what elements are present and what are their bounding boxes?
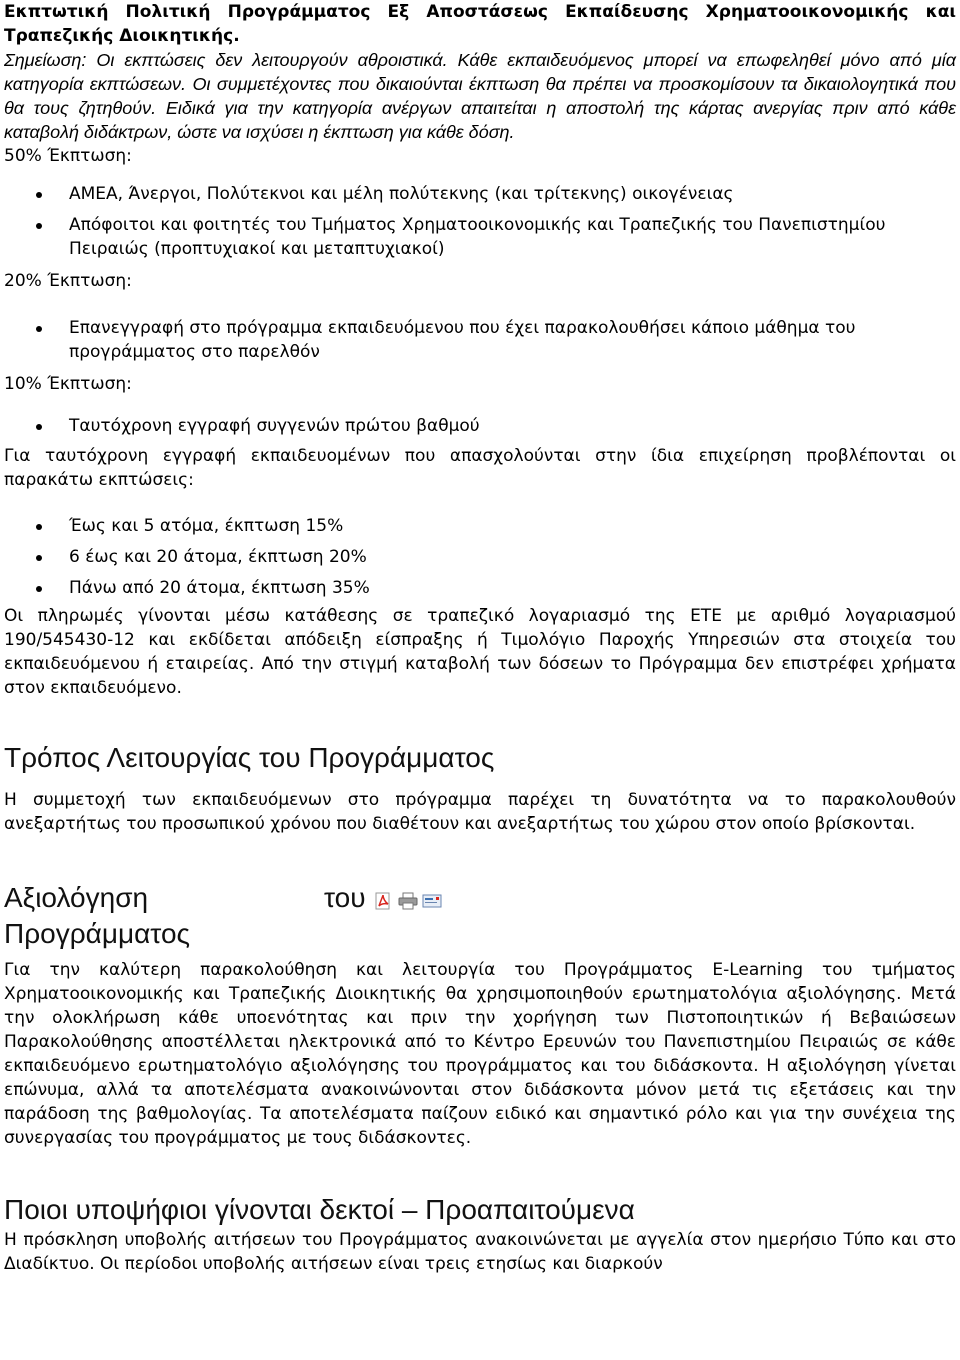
operation-heading: Τρόπος Λειτουργίας του Προγράμματος [4, 742, 495, 773]
tier-label: 10% Έκπτωση: [4, 374, 132, 394]
candidates-heading: Ποιοι υποψήφιοι γίνονται δεκτοί – Προαπαιτούμενα [4, 1194, 635, 1225]
tier-list [4, 316, 956, 364]
tier-label: 20% Έκπτωση: [4, 271, 132, 291]
list-item: Έως και 5 ατόμα, έκπτωση 15% [69, 514, 956, 538]
discount-note: Σημείωση: Οι εκπτώσεις δεν λειτουργούν αθροιστικά. Κάθε εκπαιδευόμενος μπορεί να επωφεληθεί μόνο από μία κατηγορία εκπτώσεων. Οι συμμετέχοντες που δικαιούνται έκπτωση θα πρέπει να προσκομίσουν τα δικαιολογητικά που θα τους ζητηθούν. Ειδικά για την κατηγορία ανέργων απαιτείται η αποστολή της κάρτας ανεργίας πριν από κάθε καταβολή διδάκτρων, ώστε να ισχύσει η έκπτωση για κάθε δόση. [4, 50, 956, 142]
list-item: 6 έως και 20 άτομα, έκπτωση 20% [69, 545, 956, 569]
candidates-paragraph: Η πρόσκληση υποβολής αιτήσεων του Προγράμματος ανακοινώνεται με αγγελία στον ημερήσιο Τύπο και στο Διαδίκτυο. Οι περίοδοι υποβολής αιτήσεων είναι τρεις ετησίως και διαρκούν [4, 1230, 956, 1274]
group-discount-list [4, 514, 956, 600]
document-actions [374, 892, 440, 908]
email-icon[interactable] [422, 892, 440, 908]
discount-tier-10 [4, 372, 956, 438]
list-item: ΑΜΕΑ, Άνεργοι, Πολύτεκνοι και μέλη πολύτεκνης (και τρίτεκνης) οικογένειας [69, 182, 956, 206]
group-discount-intro: Για ταυτόχρονη εγγραφή εκπαιδευομένων που απασχολούνται στην ίδια επιχείρηση προβλέπονται οι παρακάτω εκπτώσεις: [4, 446, 956, 490]
payment-paragraph: Οι πληρωμές γίνονται μέσω κατάθεσης σε τραπεζικό λογαριασμό της ΕΤΕ με αριθμό λογαριασμού 190/545430-12 και εκδίδεται απόδειξη είσπραξης ή Τιμολόγιο Παροχής Υπηρεσιών στα στοιχεία του εκπαιδευόμενου ή εταιρείας. Από την στιγμή καταβολή των δόσεων το Πρόγραμμα δεν επιστρέφει χρήματα στον εκπαιδευόμενο. [4, 606, 956, 698]
evaluation-heading [4, 880, 956, 952]
print-icon[interactable] [398, 892, 416, 908]
discount-tier-20 [4, 269, 956, 364]
tier-list [4, 414, 956, 438]
evaluation-paragraph: Για την καλύτερη παρακολούθηση και λειτουργία του Προγράμματος E-Learning του τμήματος Χρηματοοικονομικής και Τραπεζικής Διοικητικής θα χρησιμοποιηθούν ερωτηματολόγια αξιολόγησης. Μετά την ολοκλήρωση κάθε υποενότητας και πριν την χορήγηση των Πιστοποιητικών ή Βεβαιώσεων Παρακολούθησης αποστέλλεται ηλεκτρονικά από το Κέντρο Ερευνών του Πανεπιστημίου Πειραιώς σε κάθε εκπαιδευόμενο ερωτηματολόγιο αξιολόγησης του προγράμματος και του διδάσκοντα. Η αξιολόγηση γίνεται επώνυμα, αλλά τα αποτελέσματα ανακοινώνονται στον διδάσκοντα μόνον μετά τις εξετάσεις και την παράδοση της βαθμολογίας. Τα αποτελέσματα παίζουν ειδικό και σημαντικό ρόλο και για την συνέχεια της συνεργασίας του προγράμματος με τους διδάσκοντες. [4, 960, 956, 1148]
list-item: Ταυτόχρονη εγγραφή συγγενών πρώτου βαθμού [69, 414, 956, 438]
evaluation-heading-text: Αξιολόγηση Προγράμματος [4, 882, 191, 949]
bullet-icon [36, 424, 42, 430]
bullet-icon [36, 192, 42, 198]
discount-tier-50 [4, 144, 956, 261]
list-item: Επανεγγραφή στο πρόγραμμα εκπαιδευόμενου που έχει παρακολουθήσει κάποιο μάθημα του προγράμματος στο παρελθόν [69, 316, 956, 364]
operation-paragraph: Η συμμετοχή των εκπαιδευόμενων στο πρόγραμμα παρέχει τη δυνατότητα να το παρακολουθούν ανεξαρτήτως του προσωπικού χρόνου που διαθέτουν και ανεξαρτήτως του χώρου στον οποίο βρίσκονται. [4, 790, 956, 834]
bullet-icon [36, 223, 42, 229]
tier-list [4, 182, 956, 261]
pdf-icon[interactable] [374, 892, 392, 908]
list-item: Απόφοιτοι και φοιτητές του Τμήματος Χρηματοοικονομικής και Τραπεζικής του Πανεπιστημίου Πειραιώς (προπτυχιακοί και μεταπτυχιακοί) [69, 213, 956, 261]
bullet-icon [36, 586, 42, 592]
bullet-icon [36, 326, 42, 332]
bullet-icon [36, 555, 42, 561]
page-title: Εκπτωτική Πολιτική Προγράμματος Εξ Αποστάσεως Εκπαίδευσης Χρηματοοικονομικής και Τραπεζικής Διοικητικής. [4, 2, 956, 46]
evaluation-heading-tou: του [324, 882, 366, 913]
bullet-icon [36, 524, 42, 530]
list-item: Πάνω από 20 άτομα, έκπτωση 35% [69, 576, 956, 600]
tier-label: 50% Έκπτωση: [4, 146, 132, 166]
